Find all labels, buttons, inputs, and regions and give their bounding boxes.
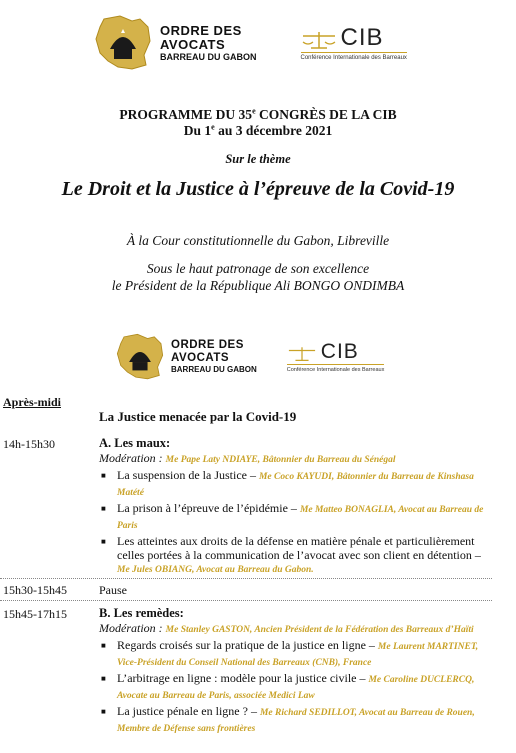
block-a-moderation: Modération : Me Pape Laty NDIAYE, Bâtonnier du Barreau du Sénégal — [99, 451, 396, 465]
list-item: ■ Les atteintes aux droits de la défense en matière pénale et particulièrement celles portées à la communication de l’avocat avec son client en détention – Me Jules OBIANG, Avocat au Barreau du Gabon. — [99, 535, 493, 578]
programme-title: PROGRAMME DU 35e CONGRÈS DE LA CIB — [119, 106, 397, 122]
list-item: ■ La prison à l’épreuve de l’épidémie – Me Matteo BONAGLIA, Avocat au Barreau de Paris — [99, 502, 493, 533]
programme-dates: Du 1e au 3 décembre 2021 — [183, 122, 333, 138]
main-title: Le Droit et la Justice à l’épreuve de la Covid-19 — [61, 178, 455, 200]
block-b — [99, 606, 493, 738]
cib-subtitle: Conférence Internationale des Barreaux — [301, 52, 407, 61]
patronage-line1: Sous le haut patronage de son excellence — [146, 261, 370, 276]
scales-icon — [287, 344, 317, 362]
gabon-map-emblem-icon — [92, 13, 154, 73]
divider — [0, 600, 492, 601]
oda-line2: AVOCATS — [171, 351, 230, 364]
block-b-time: 15h45-17h15 — [3, 607, 67, 621]
list-item: ■ La justice pénale en ligne ? – Me Richard SEDILLOT, Avocat au Barreau de Rouen, Membre de Défense sans frontières — [99, 705, 493, 736]
theme-label: Sur le thème — [225, 152, 291, 166]
divider — [0, 578, 492, 579]
scales-icon — [301, 28, 337, 50]
pause-label: Pause — [99, 583, 127, 597]
patronage-line2: le Président de la République Ali BONGO ONDIMBA — [111, 278, 405, 293]
cib-subtitle: Conférence Internationale des Barreaux — [287, 364, 385, 373]
block-a — [99, 436, 493, 580]
block-a-items — [99, 469, 493, 578]
venue: À la Cour constitutionnelle du Gabon, Libreville — [126, 233, 390, 248]
cib-logo-small — [287, 341, 385, 373]
pause-time: 15h30-15h45 — [3, 583, 67, 597]
section-logos — [0, 328, 516, 386]
cib-word: CIB — [340, 23, 384, 51]
cib-word: CIB — [320, 340, 359, 363]
section-label: Après-midi — [3, 395, 61, 409]
oda-logo-small — [114, 331, 257, 383]
block-b-heading: B. Les remèdes: — [99, 606, 184, 620]
oda-line3: BARREAU DU GABON — [171, 365, 257, 374]
oda-line1: ORDRE DES — [171, 339, 244, 351]
oda-line1: ORDRE DES — [160, 23, 242, 38]
list-item: ■ La suspension de la Justice – Me Coco KAYUDI, Bâtonnier du Barreau de Kinshasa Matété — [99, 469, 493, 500]
oda-logo — [92, 13, 257, 73]
list-item: ■ Regards croisés sur la pratique de la justice en ligne – Me Laurent MARTINET, Vice-Président du Conseil National des Barreaux (CNB), France — [99, 639, 493, 670]
header-logos — [0, 12, 516, 74]
oda-line3: BARREAU DU GABON — [160, 52, 257, 62]
block-b-moderation: Modération : Me Stanley GASTON, Ancien Président de la Fédération des Barreaux d’Haïti — [99, 621, 474, 635]
cib-logo — [300, 23, 407, 61]
gabon-map-emblem-icon — [114, 331, 166, 383]
session-title: La Justice menacée par la Covid-19 — [99, 409, 297, 424]
block-b-items — [99, 639, 493, 736]
list-item: ■ L’arbitrage en ligne : modèle pour la justice civile – Me Caroline DUCLERCQ, Avocate au Barreau de Paris, associée Medici Law — [99, 672, 493, 703]
oda-line2: AVOCATS — [160, 37, 226, 52]
block-a-time: 14h-15h30 — [3, 437, 55, 451]
block-a-heading: A. Les maux: — [99, 436, 171, 450]
